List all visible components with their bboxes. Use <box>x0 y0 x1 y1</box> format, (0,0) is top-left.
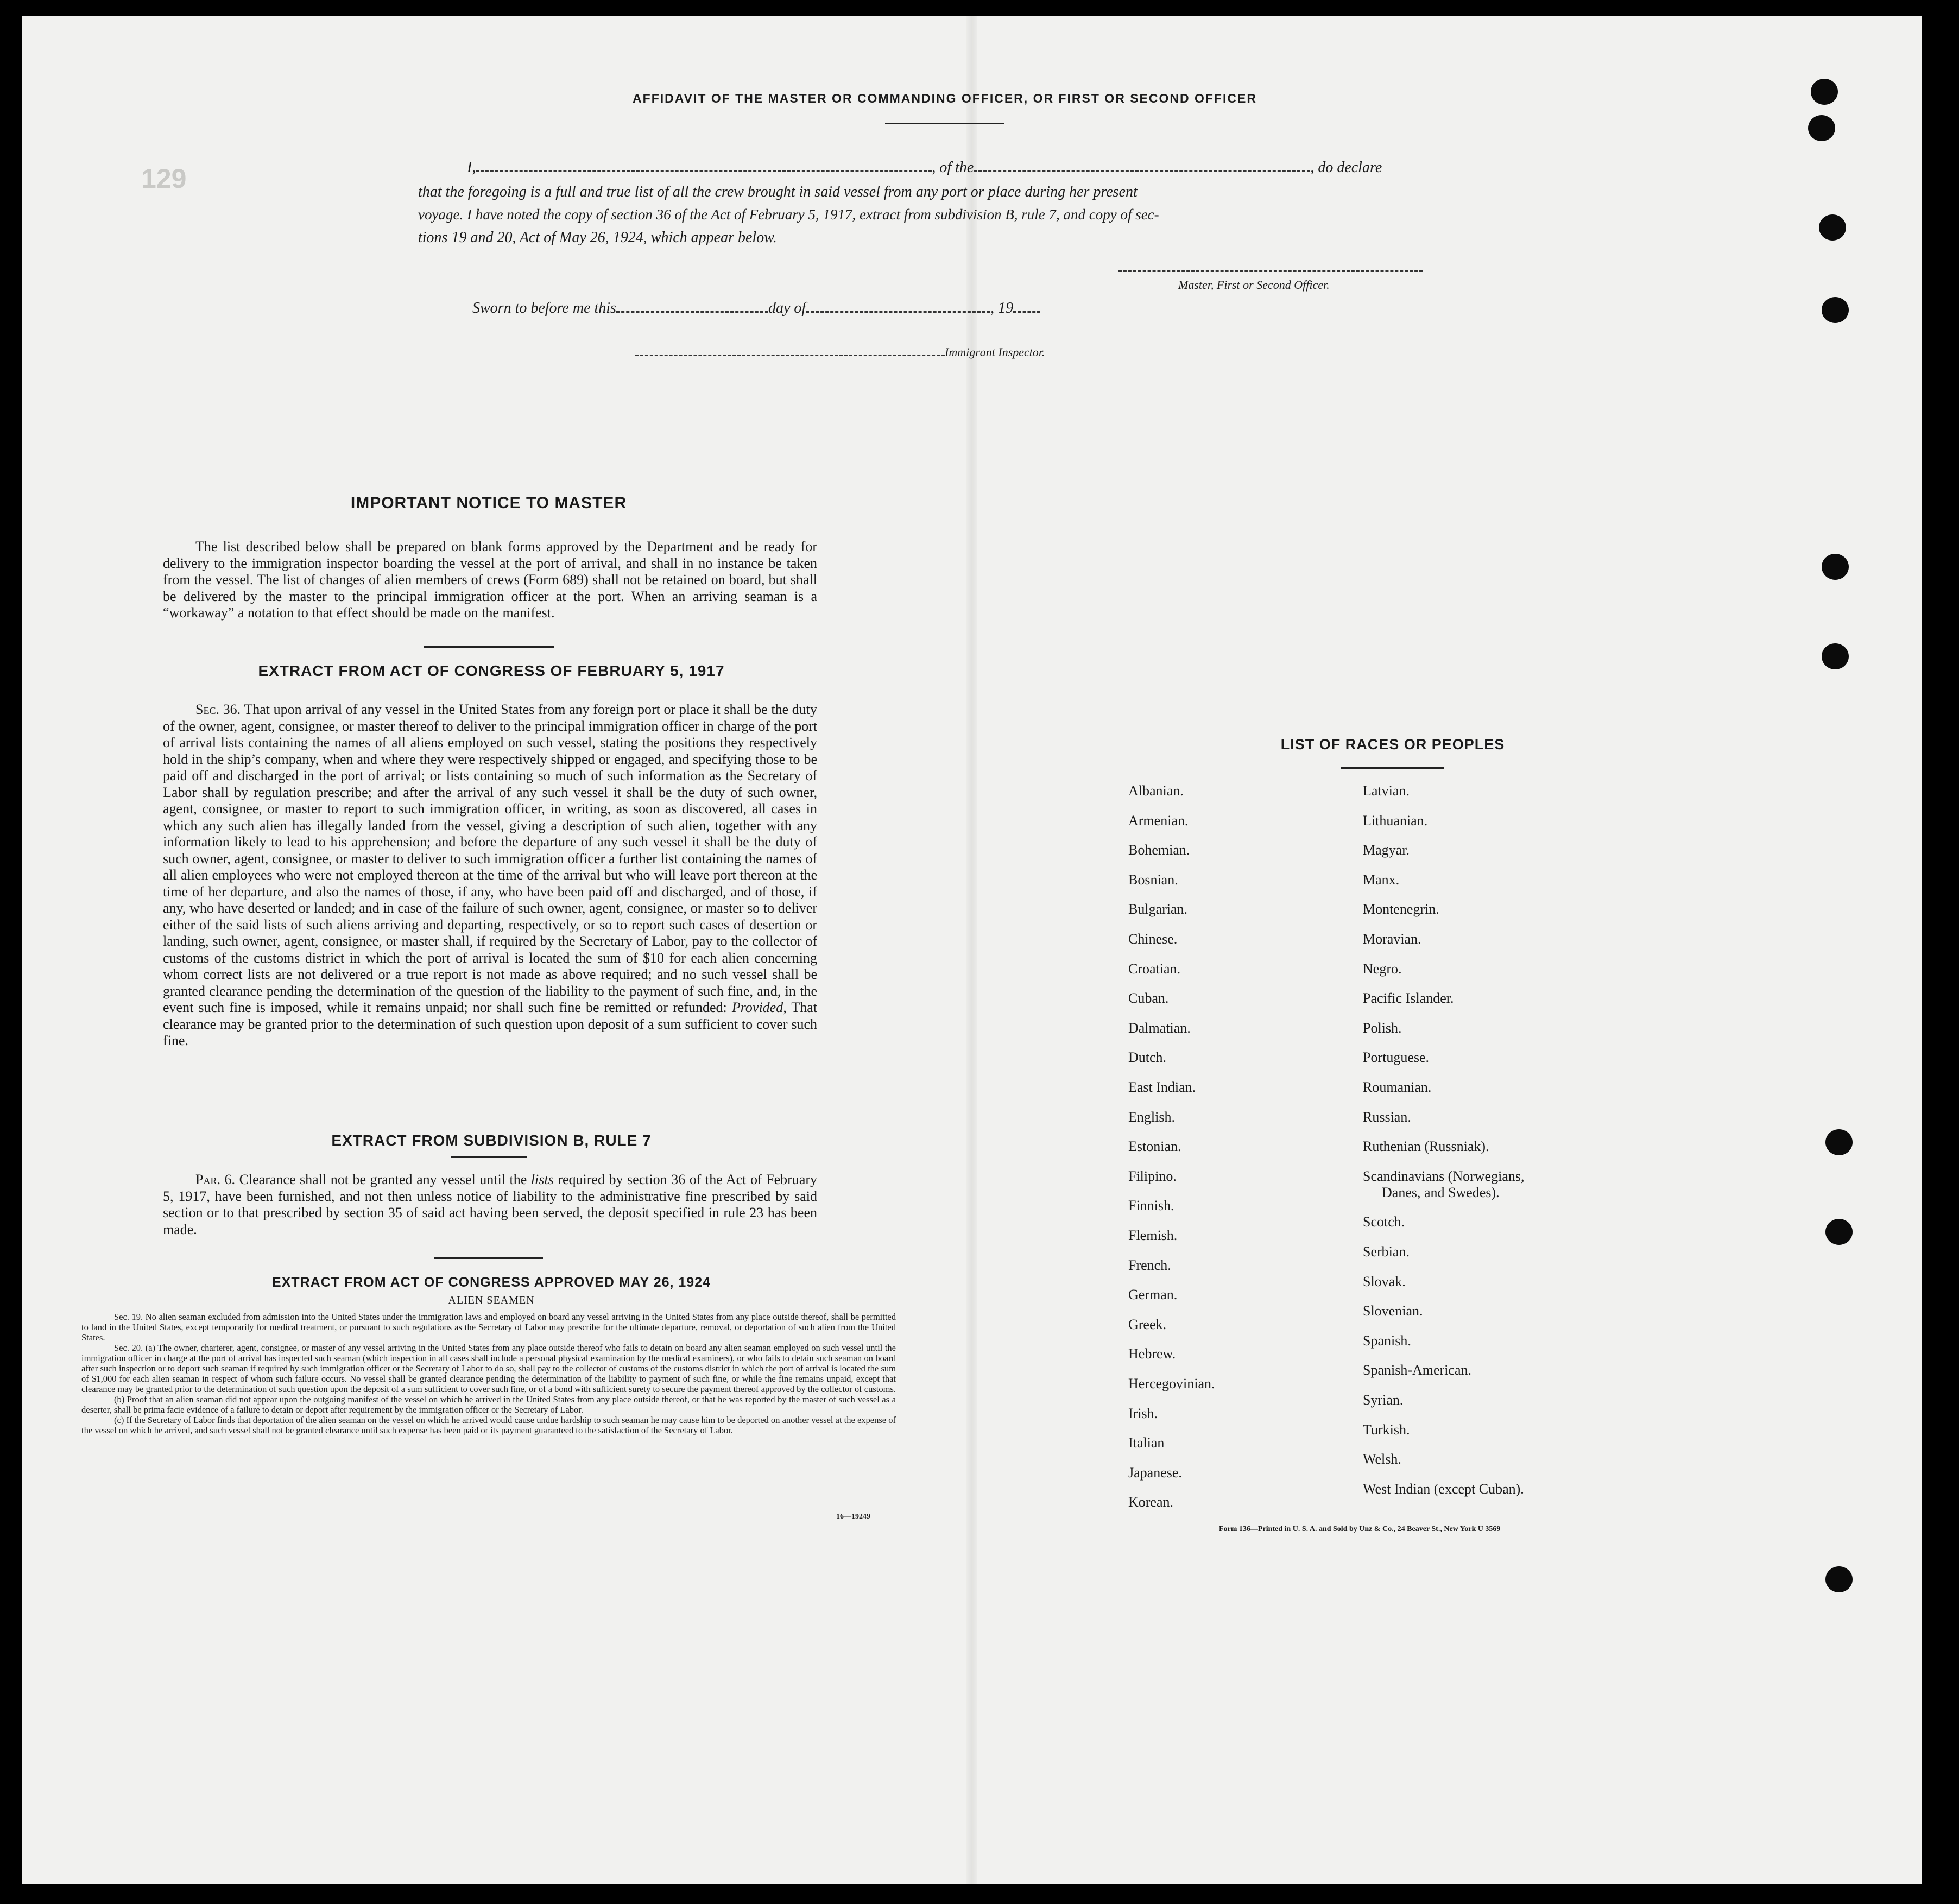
affidavit-rule <box>885 123 1004 124</box>
race-item: Portuguese. <box>1363 1049 1430 1066</box>
rule7-rule <box>451 1156 527 1158</box>
inspector-line <box>635 345 1045 359</box>
notice-title: IMPORTANT NOTICE TO MASTER <box>350 494 627 512</box>
inspector-label: Immigrant Inspector. <box>945 345 1045 359</box>
margin-note: 129 <box>141 163 187 194</box>
race-item: Albanian. <box>1128 783 1184 799</box>
master-signature-line <box>1118 270 1423 272</box>
rule7-end-rule <box>434 1257 543 1259</box>
race-item: Welsh. <box>1363 1451 1401 1467</box>
race-item: Scotch. <box>1363 1214 1405 1230</box>
extract1917-text <box>163 701 817 1049</box>
i-label: I, <box>467 159 476 176</box>
sec19-text: Sec. 19. No alien seaman excluded from admission into the United States under the immigration laws and employed on board any vessel arriving in the United States from any place outside thereof, shall be permitted to land in the United States, except temporarily for medical treatment, or pursuant to such regulations as the Secretary of Labor may prescribe for the ultimate departure, removal, or deportation of such alien from the United States. <box>81 1312 896 1343</box>
sworn-month-blank <box>806 301 990 313</box>
race-item: East Indian. <box>1128 1079 1196 1095</box>
sworn-label: Sworn to before me this <box>472 300 616 317</box>
page-fold <box>966 16 977 1884</box>
race-item: Magyar. <box>1363 842 1410 858</box>
sec20a-text: Sec. 20. (a) The owner, charterer, agent, consignee, or master of any vessel arriving in the United States from any place outside thereof who fails to detain on board any alien seaman employed on such vessel until the immigration officer in charge at the port of arrival has inspected such seaman (which inspection in all cases shall include a personal physical examination by the medical examiners), or who fails to detain such seaman on board after such inspection or to deport such seaman if required by such immigration officer or the Secretary of Labor to do so, shall pay to the collector of customs of the customs district in which the port of arrival is located the sum of $1,000 for each alien seaman in respect of whom such failure occurs. No vessel shall be granted clearance pending the determination of the liability to payment of such fine, or while the fine remains unpaid, except that clearance may be granted prior to the determination of such question upon the deposit of a sum sufficient to cover such fine, or of a bond with sufficient surety to secure the payment thereof approved by the collector of customs. <box>81 1343 896 1394</box>
affidavit-line3: voyage. I have noted the copy of section 36 of the Act of February 5, 1917, extract from subdivision B, rule 7, and copy of sec- <box>418 206 1159 223</box>
race-item: Chinese. <box>1128 931 1178 947</box>
race-item: Latvian. <box>1363 783 1410 799</box>
notice-text: The list described below shall be prepared on blank forms approved by the Department and be ready for delivery to the immigration inspector boarding the vessel at the port of arrival, and shall in no instance be taken from the vessel. The list of changes of alien members of crews (Form 689) shall not be retained on board, but shall be delivered by the master to the principal immigration officer at the port. When an arriving seaman is a “workaway” a notation to that effect should be made on the manifest. <box>163 539 817 621</box>
rule7-text-b: required by section 36 of the Act of February 5, 1917, have been furnished, and not then unless notice of liability to the administrative fine prescribed by said section or to that prescribed by section 35 of said act having been served, the deposit specified in rule 23 has been made. <box>163 1172 818 1237</box>
race-item: Spanish-American. <box>1363 1362 1472 1378</box>
sec36-label: Sec. 36. <box>195 701 241 717</box>
lists-word: lists <box>530 1172 554 1187</box>
day-of-label: day of <box>768 300 806 317</box>
race-item: Italian <box>1128 1435 1165 1451</box>
binder-hole <box>1822 643 1849 669</box>
sec36-text: That upon arrival of any vessel in the United States from any foreign port or place it shall be the duty of the owner, agent, consignee, or master thereof to deliver to the principal immigration officer in charge of the port of arrival lists containing the names of all aliens employed on such vessel, stating the positions they respectively hold in the ship’s company, when and where they were respectively shipped or engaged, and specifying those to be paid off and discharged in the port of arrival; or lists containing so much of such information as the Secretary of Labor shall by regulation prescribe; and after the arrival of any such vessel it shall be the duty of such owner, agent, consignee, or master to report to such immigration officer, in writing, as soon as discovered, all cases in which any such alien has illegally landed from the vessel, giving a description of such alien, together with any information likely to lead to his apprehension; and before the departure of any such vessel it shall be the duty of such owner, agent, consignee, or master to deliver to such immigration officer a further list containing the names of all alien employees who were not employed thereon at the time of the arrival but who will leave port thereon at the time of her departure, and also the names of those, if any, who have been paid off and discharged, and of those, if any, who have deserted or landed; and in case of the failure of such owner, agent, consignee, or master so to deliver either of the said lists of such aliens arriving and departing, respectively, or so to report such cases of desertion or landing, such owner, agent, consignee, or master shall, if required by the Secretary of Labor, pay to the collector of customs of the customs district in which the port of arrival is located the sum of $10 for each alien concerning whom correct lists are not delivered or a true report is not made as above required; and no such vessel shall be granted clearance pending the determination of the question of the liability to the payment of such fine, and, in the event such fine is imposed, while it remains unpaid; nor shall such fine be remitted or refunded: <box>163 701 818 1015</box>
notice-rule <box>424 646 554 648</box>
proviso-text: That clearance may be granted prior to the determination of such question upon deposit of a sum sufficient to cover such fine. <box>163 1000 818 1048</box>
race-item: Dutch. <box>1128 1049 1167 1066</box>
race-item: Turkish. <box>1363 1421 1410 1438</box>
race-item: Greek. <box>1128 1316 1167 1332</box>
race-item: Hercegovinian. <box>1128 1376 1215 1391</box>
race-item: Korean. <box>1128 1494 1174 1510</box>
race-item: Moravian. <box>1363 931 1421 947</box>
race-item: Slovak. <box>1363 1273 1406 1289</box>
form-footer: Form 136—Printed in U. S. A. and Sold by Unz & Co., 24 Beaver St., New York U 3569 <box>1219 1525 1501 1533</box>
proviso-label: Provided, <box>731 1000 787 1015</box>
race-item: Slovenian. <box>1363 1303 1423 1319</box>
rule7-text <box>163 1172 817 1238</box>
sec20b-text: (b) Proof that an alien seaman did not appear upon the outgoing manifest of the vessel on which he arrived in the United States from any place outside thereof, or that he was reported by the master of such vessel as a deserter, shall be prima facie evidence of a failure to detain or deport after requirement by the immigration officer or the Secretary of Labor. <box>81 1394 896 1415</box>
rule7-title: EXTRACT FROM SUBDIVISION B, RULE 7 <box>331 1132 652 1149</box>
race-item: Ruthenian (Russniak). <box>1363 1138 1489 1155</box>
race-item: Irish. <box>1128 1405 1158 1421</box>
race-item: Hebrew. <box>1128 1346 1176 1362</box>
race-item: Polish. <box>1363 1020 1402 1036</box>
race-item: Armenian. <box>1128 812 1189 828</box>
race-item: Filipino. <box>1128 1168 1177 1184</box>
race-item: West Indian (except Cuban). <box>1363 1481 1524 1497</box>
binder-hole <box>1822 297 1849 323</box>
race-item: Croatian. <box>1128 960 1181 977</box>
race-item: Negro. <box>1363 960 1402 977</box>
race-item: Estonian. <box>1128 1138 1181 1155</box>
race-item: Spanish. <box>1363 1332 1411 1349</box>
vessel-blank <box>974 161 1310 172</box>
affidavit-title: AFFIDAVIT OF THE MASTER OR COMMANDING OFFICER, OR FIRST OR SECOND OFFICER <box>633 91 1257 105</box>
race-item: Finnish. <box>1128 1198 1174 1214</box>
extract1924-body <box>81 1312 896 1435</box>
rule7-text-a: Clearance shall not be granted any vessel until the <box>239 1172 527 1187</box>
race-item: Russian. <box>1363 1109 1411 1125</box>
par6-label: Par. 6. <box>195 1172 236 1187</box>
master-signature-label: Master, First or Second Officer. <box>1178 278 1330 292</box>
race-item: Syrian. <box>1363 1392 1404 1408</box>
race-item: Serbian. <box>1363 1244 1410 1260</box>
sec20c-text: (c) If the Secretary of Labor finds that deportation of the alien seaman on the vessel on which he arrived would cause undue hardship to such seaman he may cause him to be deported on another vessel at the expense of the vessel on which he arrived, and such vessel shall not be granted clearance until such expense has been paid or its payment guaranteed to the satisfaction of the Secretary of Labor. <box>81 1415 896 1435</box>
binder-hole <box>1811 79 1838 105</box>
race-item: Lithuanian. <box>1363 812 1428 828</box>
races-title: LIST OF RACES OR PEOPLES <box>1280 736 1505 752</box>
extract1924-title: EXTRACT FROM ACT OF CONGRESS APPROVED MAY 26, 1924 <box>271 1275 711 1290</box>
race-item: Manx. <box>1363 871 1400 888</box>
binder-hole <box>1825 1566 1853 1592</box>
extract1917-title: EXTRACT FROM ACT OF CONGRESS OF FEBRUARY 5, 1917 <box>258 662 725 679</box>
race-item: Bulgarian. <box>1128 901 1188 918</box>
race-item: Danes, and Swedes). <box>1382 1184 1500 1200</box>
binder-hole <box>1819 214 1846 241</box>
race-item: Japanese. <box>1128 1464 1182 1481</box>
sworn-line <box>472 300 1040 317</box>
race-item: French. <box>1128 1257 1171 1273</box>
race-item: Cuban. <box>1128 990 1169 1007</box>
race-item: Flemish. <box>1128 1228 1178 1243</box>
binder-hole <box>1825 1129 1853 1155</box>
race-item: English. <box>1128 1109 1175 1125</box>
of-the-label: , of the <box>932 159 974 176</box>
affidavit-line2: that the foregoing is a full and true list of all the crew brought in said vessel from any port or place during her present <box>418 184 1138 200</box>
races-rule <box>1341 767 1444 769</box>
year-label: , 19 <box>990 300 1014 317</box>
binder-hole <box>1825 1219 1853 1245</box>
binder-hole <box>1808 115 1835 141</box>
document-page <box>22 16 1922 1884</box>
race-item: Pacific Islander. <box>1363 990 1454 1007</box>
inspector-blank <box>635 345 945 356</box>
sworn-year-blank <box>1013 301 1040 313</box>
race-item: Montenegrin. <box>1363 901 1439 918</box>
race-item: German. <box>1128 1287 1178 1303</box>
race-item: Dalmatian. <box>1128 1020 1191 1036</box>
affidavit-line4: tions 19 and 20, Act of May 26, 1924, which appear below. <box>418 229 777 246</box>
extract1924-subtitle: ALIEN SEAMEN <box>448 1294 535 1306</box>
race-item: Bosnian. <box>1128 871 1178 888</box>
binder-hole <box>1822 554 1849 580</box>
sworn-day-blank <box>616 301 768 313</box>
race-item: Bohemian. <box>1128 842 1190 858</box>
race-item: Roumanian. <box>1363 1079 1432 1095</box>
affidavit-line1 <box>467 159 1488 176</box>
declare-label: , do declare <box>1310 159 1382 176</box>
race-item: Scandinavians (Norwegians, <box>1363 1168 1525 1184</box>
form-code: 16—19249 <box>836 1513 870 1521</box>
name-blank <box>476 161 932 172</box>
